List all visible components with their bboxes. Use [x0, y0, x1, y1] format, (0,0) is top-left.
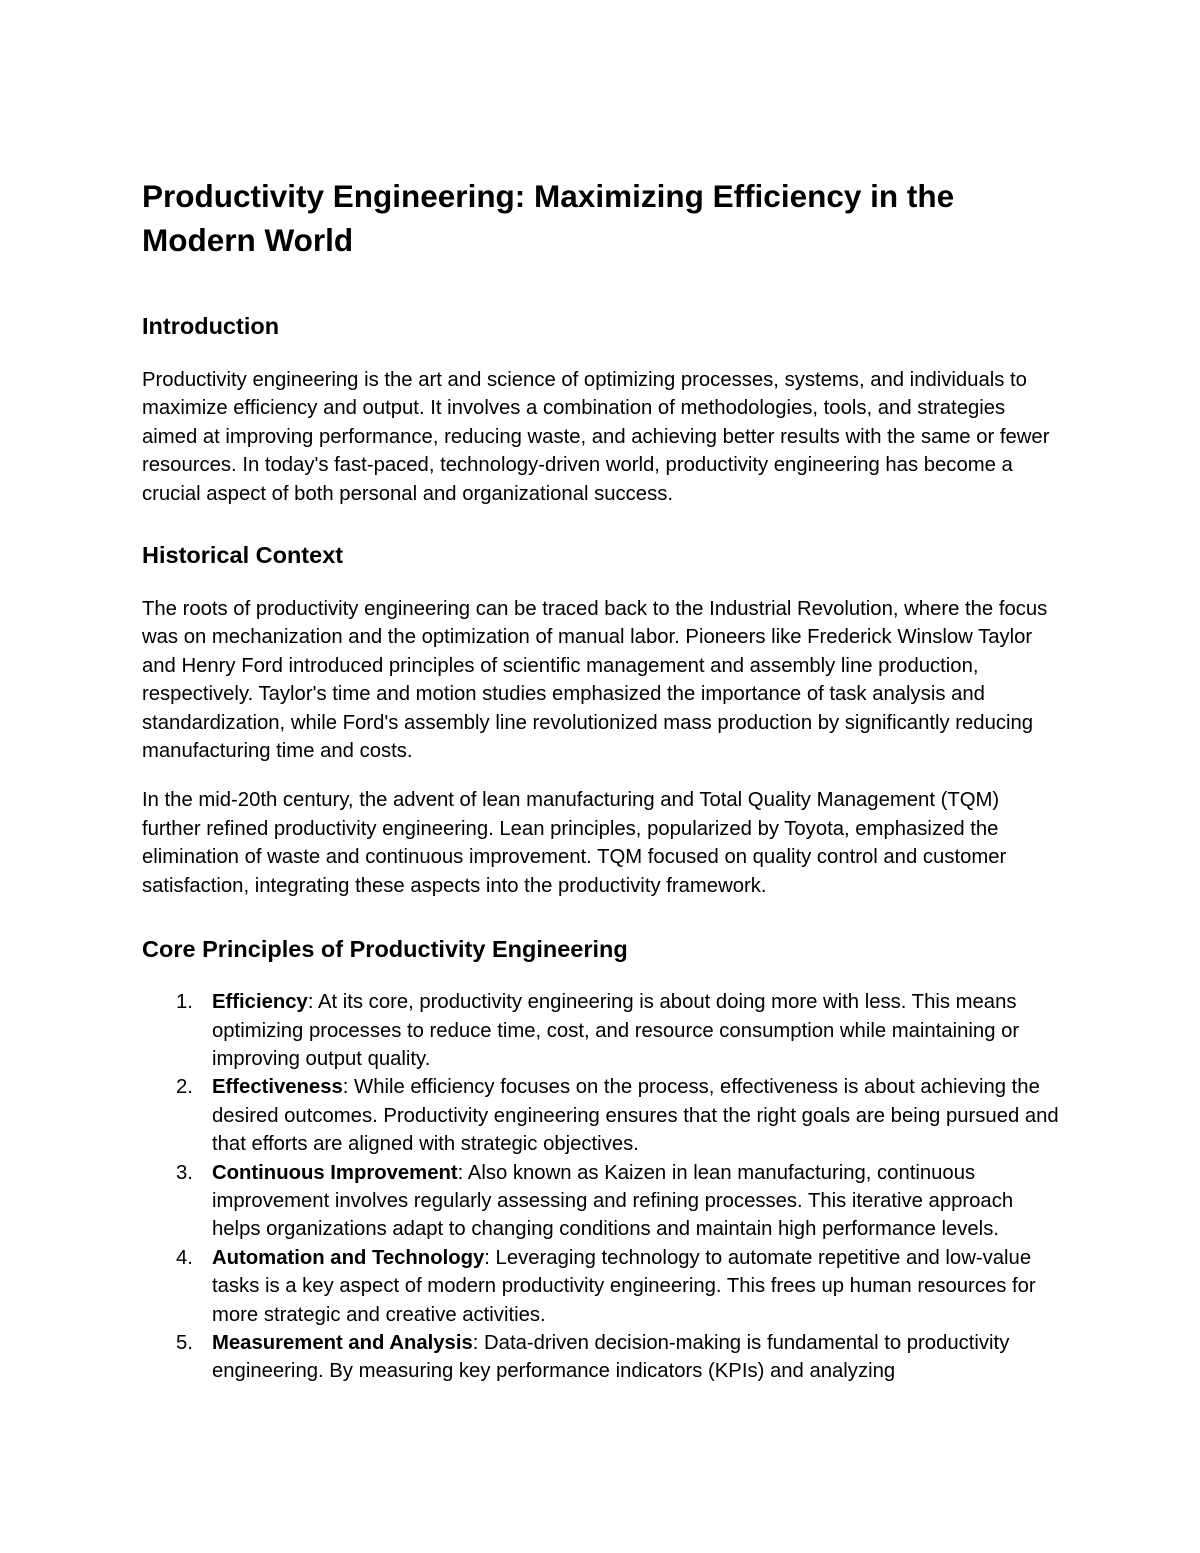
principle-term: Efficiency: [212, 991, 308, 1014]
core-principles-list: [142, 988, 1062, 1386]
principle-description: : Also known as Kaizen in lean manufacturing, continuous improvement involves regularly assessing and refining processes. This iterative approach helps organizations adapt to changing conditions and maintain high performance levels.: [212, 1161, 1014, 1241]
section-heading-core-principles: Core Principles of Productivity Engineering: [142, 936, 628, 963]
historical-context-paragraph-1: The roots of productivity engineering can be traced back to the Industrial Revolution, where the focus was on mechanization and the optimization of manual labor. Pioneers like Frederick Winslow Taylor and Henry Ford introduced principles of scientific management and assembly line production, respectively. Taylor's time and motion studies emphasized the importance of task analysis and standardization, while Ford's assembly line revolutionized mass production by significantly reducing manufacturing time and costs.: [142, 598, 1048, 763]
list-item: [142, 988, 1062, 1073]
principle-description: : Data-driven decision-making is fundamental to productivity engineering. By measuring key performance indicators (KPIs) and analyzing: [212, 1331, 1010, 1383]
list-item: [142, 1159, 1062, 1244]
principle-term: Automation and Technology: [212, 1246, 485, 1269]
list-item: [142, 1244, 1062, 1329]
list-number: 4.: [176, 1246, 193, 1269]
list-number: 3.: [176, 1161, 193, 1184]
introduction-paragraph: Productivity engineering is the art and science of optimizing processes, systems, and individuals to maximize efficiency and output. It involves a combination of methodologies, tools, and strategies aimed at improving performance, reducing waste, and achieving better results with the same or fewer resources. In today's fast-paced, technology-driven world, productivity engineering has become a crucial aspect of both personal and organizational success.: [142, 369, 1050, 505]
principle-description: : While efficiency focuses on the process, effectiveness is about achieving the desired outcomes. Productivity engineering ensures that the right goals are being pursued and that efforts are aligned with strategic objectives.: [212, 1076, 1059, 1156]
document-title: Productivity Engineering: Maximizing Efficiency in the Modern World: [142, 178, 955, 258]
section-heading-introduction: Introduction: [142, 313, 280, 339]
principle-description: : Leveraging technology to automate repetitive and low-value tasks is a key aspect of modern productivity engineering. This frees up human resources for more strategic and creative activities.: [212, 1246, 1036, 1326]
historical-context-paragraph-2: In the mid-20th century, the advent of lean manufacturing and Total Quality Management (TQM) further refined productivity engineering. Lean principles, popularized by Toyota, emphasized the elimination of waste and continuous improvement. TQM focused on quality control and customer satisfaction, integrating these aspects into the productivity framework.: [142, 789, 1007, 897]
list-item: [142, 1073, 1062, 1158]
list-item: [142, 1329, 1062, 1386]
list-number: 1.: [176, 991, 193, 1014]
principle-term: Continuous Improvement: [212, 1161, 458, 1184]
principle-term: Effectiveness: [212, 1076, 343, 1099]
principle-term: Measurement and Analysis: [212, 1331, 473, 1354]
section-heading-historical-context: Historical Context: [142, 542, 344, 569]
document-page: [142, 174, 1062, 1386]
principle-description: : At its core, productivity engineering is about doing more with less. This means optimizing processes to reduce time, cost, and resource consumption while maintaining or improving output quality.: [212, 991, 1020, 1070]
list-number: 2.: [176, 1076, 193, 1099]
list-number: 5.: [176, 1331, 193, 1354]
